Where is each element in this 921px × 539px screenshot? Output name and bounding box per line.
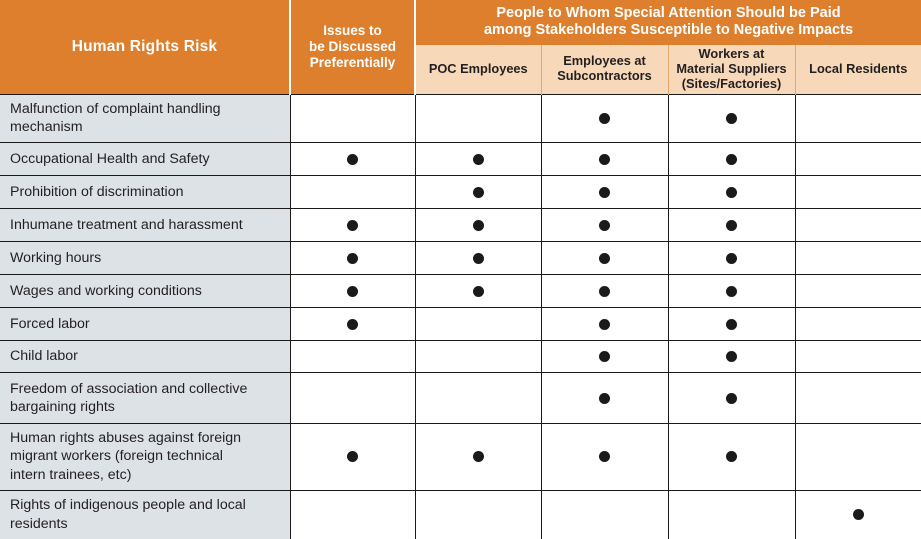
- header-poc-employees-line-1: POC Employees: [428, 60, 528, 76]
- mark-cell: [415, 143, 541, 176]
- mark-cell: [668, 341, 795, 373]
- mark-cell: [541, 373, 668, 424]
- risk-label-line: Wages and working conditions: [10, 282, 202, 299]
- mark-cell: [290, 275, 415, 308]
- mark-dot-icon: [473, 451, 484, 462]
- mark-dot-icon: [599, 154, 610, 165]
- mark-cell: [541, 275, 668, 308]
- mark-cell: [541, 176, 668, 209]
- mark-cell: [415, 242, 541, 275]
- header-issues-line-2: be Discussed: [308, 38, 397, 54]
- table-row: [0, 176, 921, 209]
- table-row: [0, 424, 921, 491]
- header-row-top: [0, 0, 921, 45]
- mark-cell: [795, 94, 921, 142]
- mark-dot-icon: [599, 319, 610, 330]
- mark-dot-icon: [726, 351, 737, 362]
- mark-dot-icon: [726, 286, 737, 297]
- mark-dot-icon: [473, 253, 484, 264]
- risk-label-line: Prohibition of discrimination: [10, 183, 184, 200]
- mark-cell: [795, 176, 921, 209]
- mark-cell: [290, 341, 415, 373]
- risk-label-line: bargaining rights: [10, 398, 115, 415]
- header-issues-line-3: Preferentially: [309, 54, 396, 70]
- header-suppliers-line-1: Workers at: [698, 46, 765, 61]
- risk-label-cell: [0, 209, 290, 242]
- mark-dot-icon: [347, 253, 358, 264]
- mark-dot-icon: [599, 187, 610, 198]
- mark-cell: [415, 176, 541, 209]
- mark-dot-icon: [599, 113, 610, 124]
- table-row: [0, 94, 921, 142]
- mark-dot-icon: [473, 154, 484, 165]
- mark-cell: [668, 308, 795, 341]
- mark-dot-icon: [726, 113, 737, 124]
- mark-dot-icon: [347, 451, 358, 462]
- table-header: [0, 0, 921, 94]
- mark-dot-icon: [853, 509, 864, 520]
- table-row: [0, 209, 921, 242]
- mark-cell: [290, 308, 415, 341]
- risk-label-line: migrant workers (foreign technical: [10, 448, 223, 465]
- risk-label-line: Child labor: [10, 348, 78, 365]
- mark-cell: [795, 242, 921, 275]
- mark-dot-icon: [473, 187, 484, 198]
- mark-dot-icon: [599, 220, 610, 231]
- mark-dot-icon: [473, 286, 484, 297]
- mark-cell: [668, 490, 795, 539]
- mark-cell: [415, 373, 541, 424]
- risk-label-line: Inhumane treatment and harassment: [10, 216, 243, 233]
- risk-label-cell: [0, 94, 290, 142]
- header-subcontractors-line-2: Subcontractors: [557, 68, 652, 84]
- header-group-line-1: People to Whom Special Attention Should be Paid: [496, 4, 841, 21]
- mark-cell: [668, 424, 795, 491]
- header-employees-at-subcontractors: [541, 45, 668, 94]
- table-row: [0, 490, 921, 539]
- mark-cell: [415, 490, 541, 539]
- header-local-residents-line-1: Local Residents: [809, 60, 908, 76]
- mark-cell: [290, 242, 415, 275]
- mark-cell: [668, 373, 795, 424]
- risk-label-cell: [0, 308, 290, 341]
- mark-cell: [668, 242, 795, 275]
- mark-cell: [290, 373, 415, 424]
- mark-dot-icon: [599, 253, 610, 264]
- mark-dot-icon: [726, 220, 737, 231]
- header-stakeholder-group-title: [415, 0, 921, 45]
- mark-dot-icon: [347, 220, 358, 231]
- mark-cell: [795, 209, 921, 242]
- mark-cell: [541, 341, 668, 373]
- risk-label-line: Working hours: [10, 249, 102, 266]
- header-human-rights-risk: Human Rights Risk: [0, 0, 290, 94]
- risk-label-line: Occupational Health and Safety: [10, 150, 210, 167]
- mark-dot-icon: [726, 451, 737, 462]
- mark-dot-icon: [726, 319, 737, 330]
- risk-label-cell: [0, 143, 290, 176]
- mark-dot-icon: [726, 154, 737, 165]
- risk-label-line: Forced labor: [10, 315, 90, 332]
- header-suppliers-line-3: (Sites/Factories): [681, 75, 782, 91]
- mark-dot-icon: [347, 154, 358, 165]
- mark-dot-icon: [599, 351, 610, 362]
- mark-dot-icon: [599, 286, 610, 297]
- mark-cell: [290, 143, 415, 176]
- table-row: [0, 308, 921, 341]
- header-issues-line-1: Issues to: [323, 23, 382, 39]
- mark-dot-icon: [473, 220, 484, 231]
- mark-cell: [541, 94, 668, 142]
- table-row: [0, 341, 921, 373]
- mark-cell: [290, 176, 415, 209]
- mark-dot-icon: [599, 451, 610, 462]
- risk-label-cell: [0, 424, 290, 491]
- mark-cell: [668, 143, 795, 176]
- risk-label-cell: [0, 341, 290, 373]
- mark-dot-icon: [726, 187, 737, 198]
- risk-label-cell: [0, 275, 290, 308]
- header-subcontractors-line-1: Employees at: [563, 53, 646, 69]
- risk-label-line: Malfunction of complaint handling: [10, 100, 221, 117]
- mark-cell: [290, 490, 415, 539]
- risk-label-cell: [0, 242, 290, 275]
- header-workers-at-material-suppliers: [668, 45, 795, 94]
- mark-cell: [541, 143, 668, 176]
- mark-cell: [668, 176, 795, 209]
- table-row: [0, 373, 921, 424]
- risk-label-line: mechanism: [10, 119, 83, 136]
- mark-cell: [290, 209, 415, 242]
- mark-cell: [415, 308, 541, 341]
- risk-label-line: Rights of indigenous people and local: [10, 497, 246, 514]
- mark-dot-icon: [599, 393, 610, 404]
- mark-cell: [795, 143, 921, 176]
- table-row: [0, 143, 921, 176]
- mark-dot-icon: [347, 319, 358, 330]
- mark-cell: [795, 424, 921, 491]
- risk-label-line: Human rights abuses against foreign: [10, 430, 242, 447]
- risk-label-cell: [0, 373, 290, 424]
- risk-label-line: intern trainees, etc): [10, 466, 132, 483]
- mark-cell: [668, 275, 795, 308]
- mark-cell: [290, 424, 415, 491]
- table-row: [0, 242, 921, 275]
- table-body: [0, 94, 921, 539]
- risk-label-cell: [0, 490, 290, 539]
- header-suppliers-line-2: Material Suppliers: [676, 60, 787, 76]
- mark-cell: [415, 275, 541, 308]
- mark-cell: [541, 242, 668, 275]
- table-row: [0, 275, 921, 308]
- mark-cell: [795, 341, 921, 373]
- mark-cell: [415, 341, 541, 373]
- mark-cell: [795, 490, 921, 539]
- mark-cell: [541, 308, 668, 341]
- mark-cell: [541, 209, 668, 242]
- header-issues-preferential: [290, 0, 415, 94]
- header-local-residents: [795, 45, 921, 94]
- mark-cell: [290, 94, 415, 142]
- risk-label-cell: [0, 176, 290, 209]
- mark-dot-icon: [347, 286, 358, 297]
- mark-cell: [795, 373, 921, 424]
- risk-label-line: residents: [10, 515, 68, 532]
- mark-cell: [541, 424, 668, 491]
- mark-cell: [795, 275, 921, 308]
- risk-label-line: Freedom of association and collective: [10, 380, 248, 397]
- mark-dot-icon: [726, 253, 737, 264]
- header-group-line-2: among Stakeholders Susceptible to Negative Impacts: [483, 22, 854, 38]
- mark-cell: [668, 94, 795, 142]
- mark-cell: [415, 424, 541, 491]
- mark-dot-icon: [726, 393, 737, 404]
- mark-cell: [795, 308, 921, 341]
- mark-cell: [541, 490, 668, 539]
- mark-cell: [415, 94, 541, 142]
- header-poc-employees: [415, 45, 541, 94]
- mark-cell: [415, 209, 541, 242]
- mark-cell: [668, 209, 795, 242]
